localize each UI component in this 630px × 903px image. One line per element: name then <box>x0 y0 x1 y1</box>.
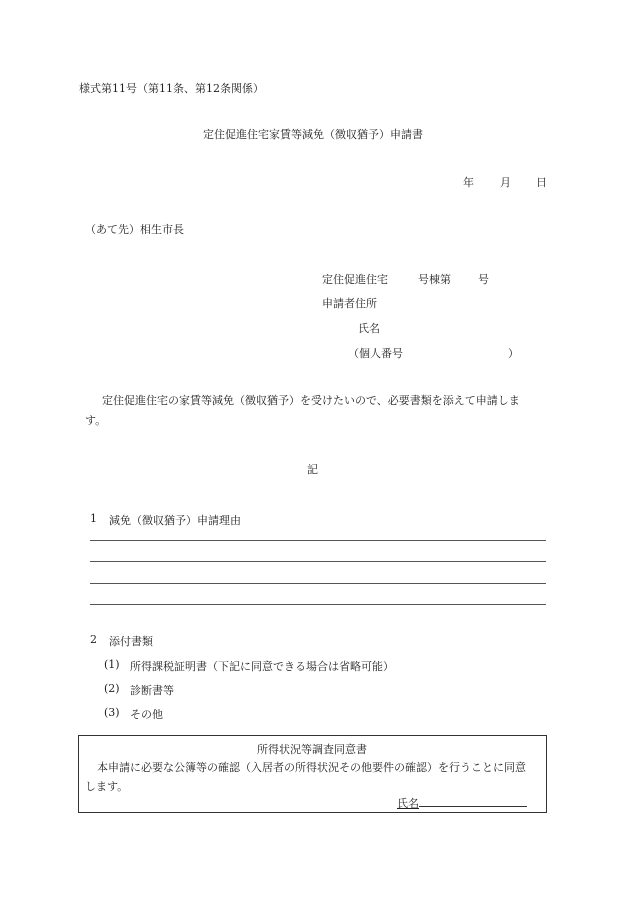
attachment-item-1-text: 所得課税証明書（下記に同意できる場合は省略可能） <box>130 660 394 673</box>
attachment-item-1-number: (1) <box>104 658 120 671</box>
signature-line[interactable] <box>419 795 527 807</box>
date-year-label: 年 <box>463 176 474 189</box>
date-month-label: 月 <box>500 176 511 189</box>
room-label: 号 <box>478 273 489 286</box>
section1-number: 1 <box>90 512 97 525</box>
reason-line-3 <box>90 583 546 584</box>
consent-signature <box>397 795 527 811</box>
section2-label: 添付書類 <box>109 635 153 648</box>
consent-text-line2: します。 <box>85 780 129 793</box>
attachment-item-2-number: (2) <box>104 682 120 695</box>
attachment-item-3-number: (3) <box>104 706 120 719</box>
consent-title: 所得状況等調査同意書 <box>257 743 367 756</box>
ki-heading: 記 <box>307 463 318 476</box>
section1-label: 減免（徴収猶予）申請理由 <box>109 514 241 527</box>
body-text-line2: す。 <box>85 414 107 427</box>
body-text-line1: 定住促進住宅の家賃等減免（徴収猶予）を受けたいので、必要書類を添えて申請しま <box>102 394 520 407</box>
reason-line-1 <box>90 540 546 541</box>
addressee: （あて先）相生市長 <box>85 223 184 236</box>
housing-label: 定住促進住宅 <box>322 273 388 286</box>
reason-line-2 <box>90 561 546 562</box>
consent-box <box>78 735 547 813</box>
reason-line-4 <box>90 604 546 605</box>
document-title: 定住促進住宅家賃等減免（徴収猶予）申請書 <box>203 128 423 141</box>
my-number-label: （個人番号 <box>348 347 403 360</box>
consent-text-line1: 本申請に必要な公簿等の確認（入居者の所得状況その他要件の確認）を行うことに同意 <box>97 761 526 774</box>
attachment-item-2-text: 診断書等 <box>130 684 174 697</box>
building-label: 号棟第 <box>418 273 451 286</box>
form-number: 様式第11号（第11条、第12条関係） <box>79 82 264 95</box>
applicant-address-label: 申請者住所 <box>322 297 377 310</box>
consent-signature-label: 氏名 <box>397 797 419 810</box>
my-number-close: ） <box>508 347 519 360</box>
attachment-item-3-text: その他 <box>130 708 163 721</box>
date-day-label: 日 <box>536 176 547 189</box>
applicant-name-label: 氏名 <box>358 322 380 335</box>
section2-number: 2 <box>90 633 97 646</box>
